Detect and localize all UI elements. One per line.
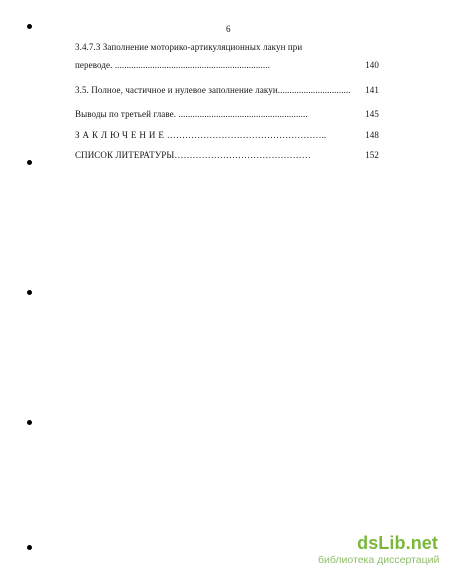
margin-mark-dot [27, 545, 32, 550]
leader-dots: .................................................................. [112, 60, 270, 70]
toc-entry-3-5 [75, 83, 379, 97]
toc-entry-title: Выводы по третьей главе. [75, 109, 177, 119]
margin-mark-dot [27, 420, 32, 425]
margin-mark-dot [27, 290, 32, 295]
toc-entry-conclusion [75, 128, 379, 142]
toc-entry-title: 3.4.7.3 Заполнение моторико-артикуляционных лакун при [75, 42, 303, 52]
leader-dots: ............................... [277, 85, 351, 95]
toc-entry-bibliography [75, 148, 379, 162]
toc-page-number: 145 [365, 109, 379, 119]
toc-entry-title: 3.5. Полное, частичное и нулевое заполнение лакун [75, 85, 278, 95]
margin-mark-dot [27, 160, 32, 165]
toc-entry-title: ЗАКЛЮЧЕНИЕ [75, 130, 167, 140]
leader-dots: ....................................................... [176, 109, 308, 119]
toc-entry-title: СПИСОК ЛИТЕРАТУРЫ [75, 150, 175, 160]
toc-page-number: 140 [365, 60, 379, 70]
toc-entry-3-4-7-3-second-line [75, 58, 379, 72]
dslib-watermark [318, 533, 438, 571]
toc-page-number: 148 [365, 130, 379, 140]
toc-entry-chapter-conclusions [75, 107, 379, 121]
leader-dots: …………………………………………….. [166, 130, 327, 140]
toc-page-number: 152 [365, 150, 379, 160]
leader-dots: ……………………………………… [174, 150, 311, 160]
watermark-subtitle: библиотека диссертаций [318, 554, 440, 566]
toc-entry-3-4-7-3-first-line [75, 40, 379, 54]
toc-entry-title: переводе. [75, 60, 113, 70]
page-number: 6 [226, 24, 231, 34]
margin-mark-dot [27, 24, 32, 29]
dslib-logo: dsLib.net [357, 533, 438, 553]
toc-page-number: 141 [365, 85, 379, 95]
